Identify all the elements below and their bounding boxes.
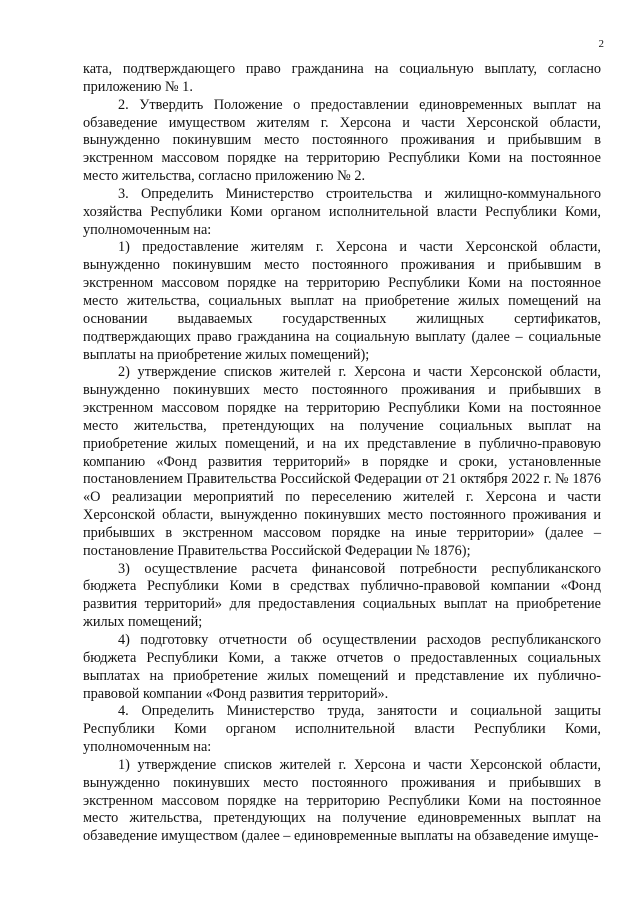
paragraph-item-3: 3. Определить Министерство строительства и жилищно-коммунального хозяйства Республики Коми органом исполнительной власти Республики Коми, уполномоченным на: (83, 185, 601, 238)
subparagraph-3-2: 2) утверждение списков жителей г. Херсона и части Херсонской области, вынужденно покинувших место постоянного проживания и прибывших в экстренном массовом порядке на территорию Республики Коми на постоянное место жительства, претендующих на получение социальных выплат на приобретение жилых помещений, и на их представление в публично-правовую компанию «Фонд развития территорий» в порядке и сроки, установленные постановлением Правительства Российской Федерации от 21 октября 2022 г. № 1876 «О реализации мероприятий по переселению жителей г. Херсона и части Херсонской области, вынужденно покинувших место постоянного проживания и прибывших в экстренном массовом порядке на иные территории» (далее – постановление Правительства Российской Федерации № 1876); (83, 364, 601, 559)
subparagraph-3-1: 1) предоставление жителям г. Херсона и части Херсонской области, вынужденно покинувшим место постоянного проживания и прибывшим в экстренном массовом порядке на территорию Республики Коми на постоянное место жительства, социальных выплат на приобретение жилых помещений на основании выдаваемых государственных жилищных сертификатов, подтверждающих право гражданина на социальную выплату (далее – социальные выплаты на приобретение жилых помещений); (83, 239, 601, 363)
subparagraph-3-4: 4) подготовку отчетности об осуществлении расходов республиканского бюджета Республики Коми, а также отчетов о предоставленных социальных выплатах на приобретение жилых помещений и представление их публично-правовой компании «Фонд развития территорий». (83, 632, 601, 702)
document-body (83, 61, 601, 846)
subparagraph-4-1: 1) утверждение списков жителей г. Херсона и части Херсонской области, вынужденно покинувших место постоянного проживания и прибывших в экстренном массовом порядке на территорию Республики Коми на постоянное место жительства, претендующих на получение единовременных выплат на обзаведение имуществом (далее – единовременные выплаты на обзаведение имуще- (83, 756, 601, 845)
paragraph-continuation: ката, подтверждающего право гражданина на социальную выплату, согласно приложению № 1. (83, 61, 601, 95)
paragraph-item-2: 2. Утвердить Положение о предоставлении единовременных выплат на обзаведение имуществом жителям г. Херсона и части Херсонской области, вынужденно покинувшим место постоянного проживания и прибывшим в экстренном массовом порядке на территорию Республики Коми на постоянное место жительства, согласно приложению № 2. (83, 96, 601, 185)
subparagraph-3-3: 3) осуществление расчета финансовой потребности республиканского бюджета Республики Коми в средствах публично-правовой компании «Фонд развития территорий» для предоставления социальных выплат на приобретение жилых помещений; (83, 560, 601, 631)
page-number: 2 (598, 38, 604, 50)
paragraph-item-4: 4. Определить Министерство труда, занятости и социальной защиты Республики Коми органом исполнительной власти Республики Коми, уполномоченным на: (83, 703, 601, 756)
